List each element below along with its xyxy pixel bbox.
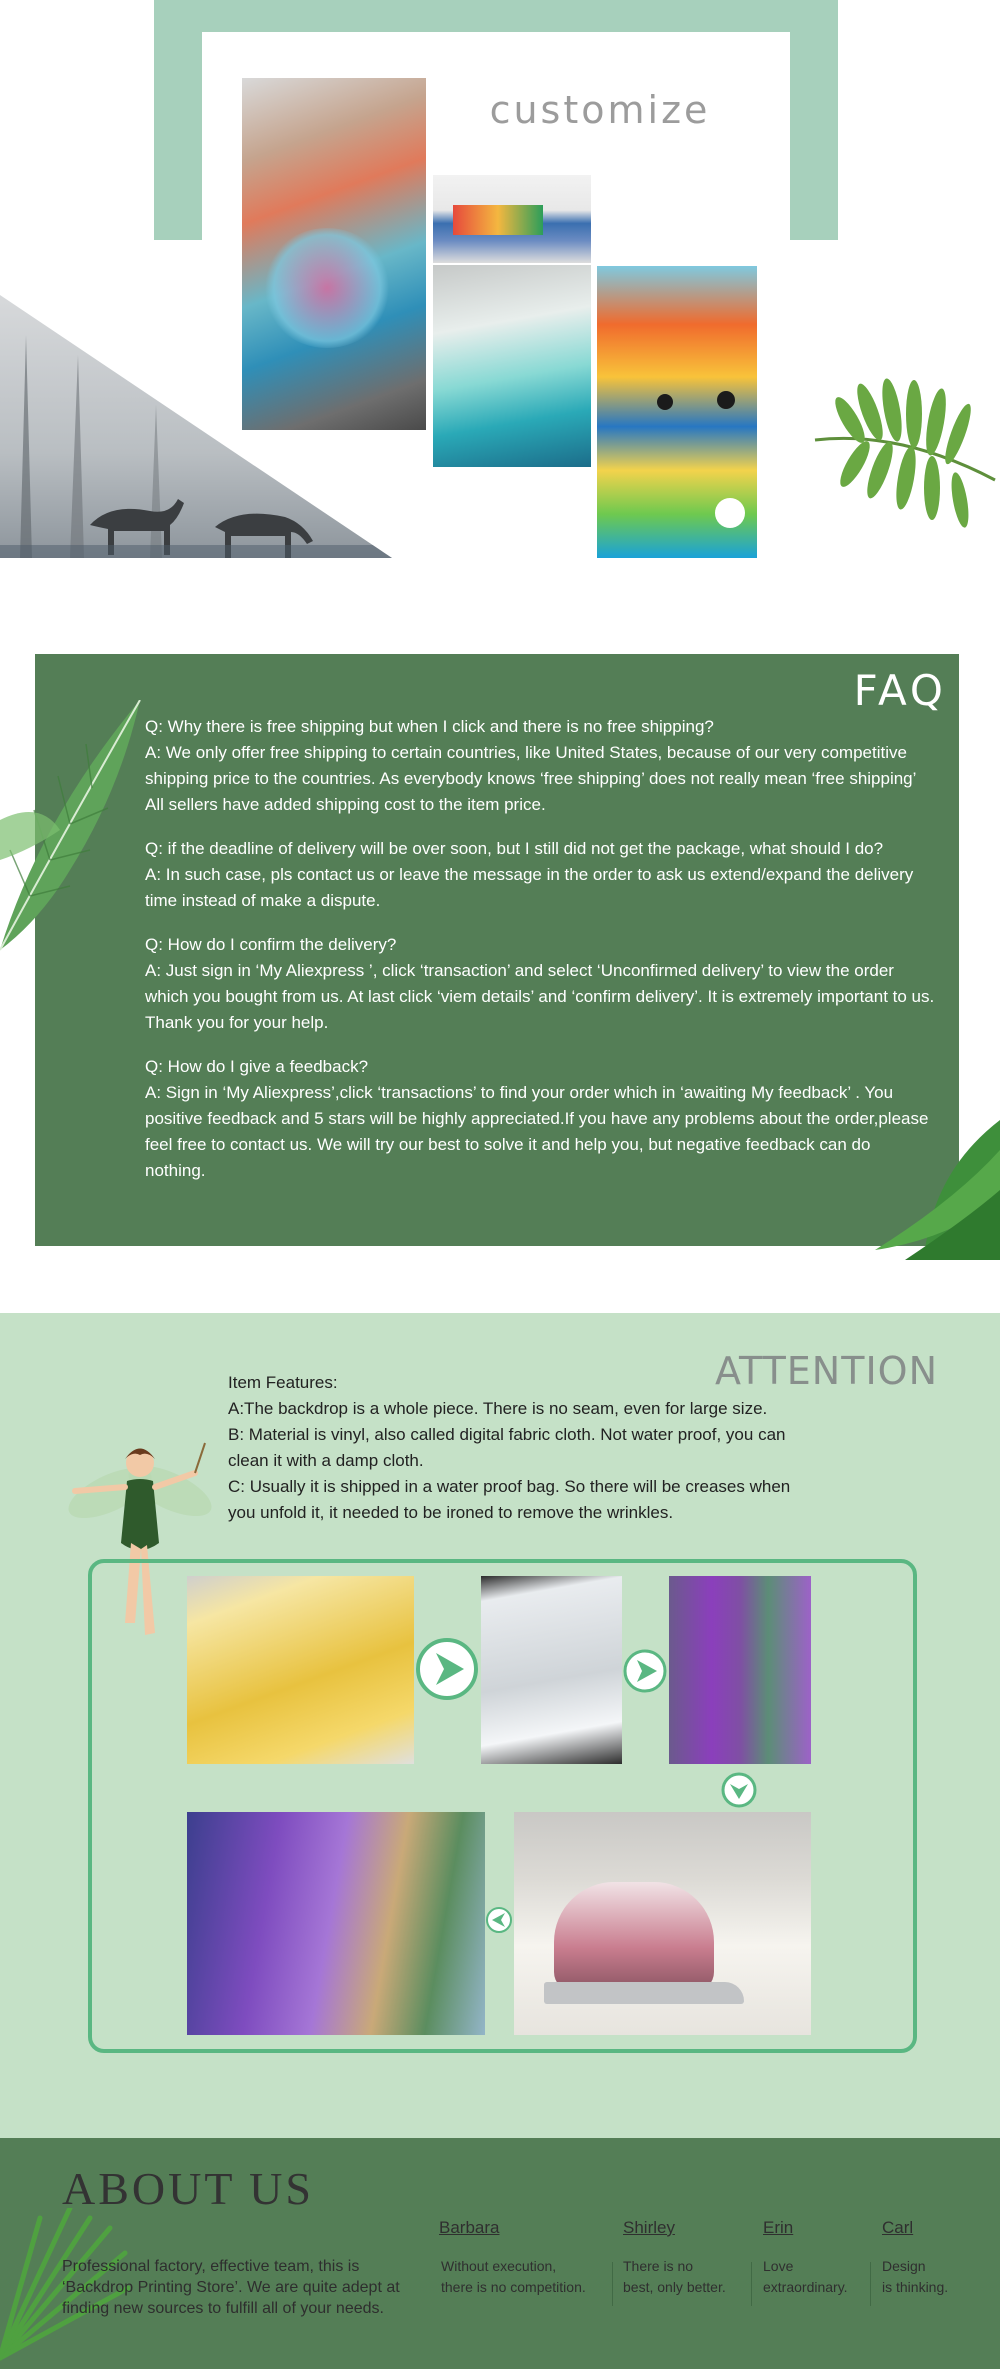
faq-answer: A: Sign in ‘My Aliexpress’,click ‘transactions’ to find your order which in ‘awaiting My feedback’ . You positive feedback and 5 stars will be highly appreciated.If you have any problems about the order,please feel free to contact us. We will try our best to solve it and help you, but negative feedback can do nothing. <box>145 1083 929 1180</box>
faq-item <box>145 932 935 1036</box>
faq-title: FAQ <box>853 666 947 715</box>
tropical-leaf-decoration <box>865 1120 1000 1260</box>
colorful-print-photo <box>597 266 757 558</box>
member-divider <box>612 2262 613 2306</box>
lavender-backdrop-photo <box>187 1812 485 2035</box>
faq-question: Q: How do I confirm the delivery? <box>145 935 397 954</box>
banana-leaf-decoration <box>0 700 150 960</box>
member-divider <box>870 2262 871 2306</box>
fern-leaf-decoration <box>810 360 1000 540</box>
motto-line: there is no competition. <box>441 2279 586 2295</box>
feature-item: C: Usually it is shipped in a water proof bag. So there will be creases when you unfold it, it needed to be ironed to remove the wrinkles. <box>228 1477 791 1522</box>
motto-line: Design <box>882 2258 926 2274</box>
faq-question: Q: if the deadline of delivery will be over soon, but I still did not get the package, what should I do? <box>145 839 884 858</box>
attention-title: ATTENTION <box>715 1349 938 1393</box>
feature-item: B: Material is vinyl, also called digital fabric cloth. Not water proof, you can clean it with a damp cloth. <box>228 1425 786 1470</box>
creased-backdrop-photo <box>669 1576 811 1764</box>
member-name: Shirley <box>623 2218 675 2237</box>
faq-item <box>145 1054 935 1184</box>
member-name: Carl <box>882 2218 914 2237</box>
motto-line: extraordinary. <box>763 2279 848 2295</box>
foggy-horses-triangle-image <box>0 295 392 558</box>
member-name: Barbara <box>439 2218 500 2237</box>
faq-panel <box>35 654 959 1246</box>
arrow-right-icon <box>622 1648 668 1694</box>
faq-list <box>145 714 935 1202</box>
motto-line: best, only better. <box>623 2279 726 2295</box>
member-motto <box>763 2256 848 2298</box>
motto-line: is thinking. <box>882 2279 949 2295</box>
motto-line: Without execution, <box>441 2258 557 2274</box>
motto-line: There is no <box>623 2258 694 2274</box>
faq-item <box>145 714 935 818</box>
features-heading: Item Features: <box>228 1373 338 1392</box>
about-us-title: ABOUT US <box>62 2163 314 2214</box>
attention-section <box>0 1313 1000 2138</box>
faq-question: Q: How do I give a feedback? <box>145 1057 369 1076</box>
waterproof-bag-photo <box>481 1576 622 1764</box>
member-divider <box>751 2262 752 2306</box>
customize-section <box>0 0 1000 600</box>
large-format-printer-photo <box>433 175 591 263</box>
arrow-down-icon <box>720 1771 758 1809</box>
member-motto <box>441 2256 586 2298</box>
customize-title: customize <box>489 88 711 132</box>
item-features <box>228 1370 808 1526</box>
team-member <box>882 2218 913 2238</box>
faq-section <box>0 600 1000 1313</box>
faq-answer: A: In such case, pls contact us or leave the message in the order to ask us extend/expand the delivery time instead of make a dispute. <box>145 865 914 910</box>
feature-item: A:The backdrop is a whole piece. There is no seam, even for large size. <box>228 1399 768 1418</box>
arrow-right-icon <box>414 1636 480 1702</box>
faq-question: Q: Why there is free shipping but when I click and there is no free shipping? <box>145 717 714 736</box>
glass-printing-photo <box>433 265 591 467</box>
about-us-section <box>0 2138 1000 2369</box>
member-name: Erin <box>763 2218 794 2237</box>
packaged-backdrop-photo <box>187 1576 414 1764</box>
ironing-photo <box>514 1812 811 2035</box>
faq-item <box>145 836 935 914</box>
team-member <box>439 2218 499 2238</box>
about-description: Professional factory, effective team, this is ‘Backdrop Printing Store’. We are quite adept at finding new sources to fulfill all of your needs. <box>62 2258 400 2317</box>
faq-answer: A: We only offer free shipping to certain countries, like United States, because of our very competitive shipping price to the countries. As everybody knows ‘free shipping’ does not really mean ‘free shipping’ All sellers have added shipping cost to the item price. <box>145 743 916 814</box>
member-motto <box>623 2256 726 2298</box>
team-member <box>623 2218 675 2238</box>
faq-answer: A: Just sign in ‘My Aliexpress ’, click ‘transaction’ and select ‘Unconfirmed delivery’ to view the order which you bought from us. At last click ‘viem details’ and ‘confirm delivery’. It is extremely important to us. Thank you for your help. <box>145 961 935 1032</box>
member-motto <box>882 2256 948 2298</box>
team-member <box>763 2218 793 2238</box>
motto-line: Love <box>763 2258 794 2274</box>
arrow-left-icon <box>484 1905 514 1935</box>
